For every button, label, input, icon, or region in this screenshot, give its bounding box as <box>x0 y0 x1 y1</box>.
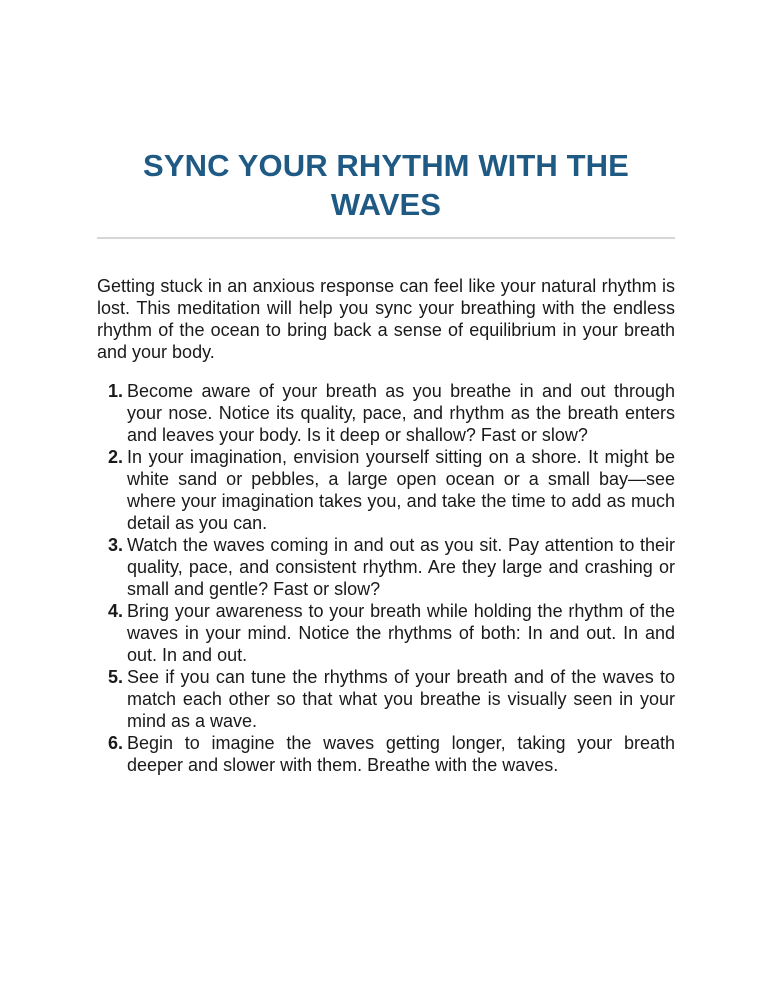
page-title-line-1: SYNC YOUR RHYTHM WITH THE <box>143 148 629 183</box>
step-text: In your imagination, envision yourself sitting on a shore. It might be white sand or pebbles, a large open ocean or a small bay—see where your imagination takes you, and take the time to add as much detail as you can. <box>127 447 675 533</box>
steps-list <box>97 380 675 776</box>
step-number: 4. <box>108 601 124 621</box>
page-title-line-2: WAVES <box>330 187 442 222</box>
step-item <box>97 446 675 534</box>
document-page <box>97 146 675 776</box>
page-title <box>97 146 675 224</box>
step-number: 6. <box>108 733 124 753</box>
intro-paragraph: Getting stuck in an anxious response can feel like your natural rhythm is lost. This meditation will help you sync your breathing with the endless rhythm of the ocean to bring back a sense of equilibrium in your breath and your body. <box>97 276 675 362</box>
step-text: Bring your awareness to your breath while holding the rhythm of the waves in your mind. Notice the rhythms of both: In and out. In and out. In and out. <box>127 601 675 665</box>
step-text: Begin to imagine the waves getting longer, taking your breath deeper and slower with them. Breathe with the waves. <box>127 733 675 775</box>
title-divider <box>97 237 675 239</box>
step-item <box>97 600 675 666</box>
step-item <box>97 534 675 600</box>
step-number: 2. <box>108 447 124 467</box>
step-number: 5. <box>108 667 124 687</box>
step-text: Become aware of your breath as you breathe in and out through your nose. Notice its quality, pace, and rhythm as the breath enters and leaves your body. Is it deep or shallow? Fast or slow? <box>127 381 675 445</box>
step-text: Watch the waves coming in and out as you sit. Pay attention to their quality, pace, and consistent rhythm. Are they large and crashing or small and gentle? Fast or slow? <box>127 535 675 599</box>
step-item <box>97 380 675 446</box>
step-number: 3. <box>108 535 124 555</box>
step-item <box>97 732 675 776</box>
step-item <box>97 666 675 732</box>
step-number: 1. <box>108 381 124 401</box>
step-text: See if you can tune the rhythms of your breath and of the waves to match each other so that what you breathe is visually seen in your mind as a wave. <box>127 667 675 731</box>
